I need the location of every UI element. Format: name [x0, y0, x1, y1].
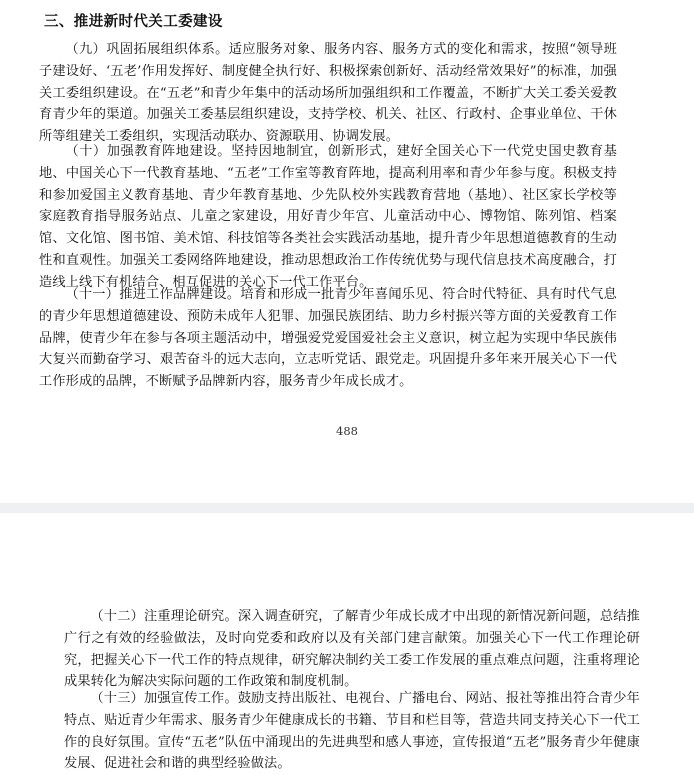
paragraph-11: （十一）推进工作品牌建设。培育和形成一批青少年喜闻乐见、符合时代特征、具有时代气息的青少年思想道德建设、预防未成年人犯罪、加强民族团结、助力乡村振兴等方面的关爱教育工作品牌，使青少年在参与各项主题活动中，增强爱党爱国爱社会主义意识，树立起为实现中华民族伟大复兴而勤奋学习、艰苦奋斗的远大志向，立志听党话、跟党走。巩固提升多年来开展关心下一代工作形成的品牌，不断赋予品牌新内容，服务青少年成长成才。	[39, 287, 617, 390]
paragraph-13: （十三）加强宣传工作。鼓励支持出版社、电视台、广播电台、网站、报社等推出符合青少年特点、贴近青少年需求、服务青少年健康成长的书籍、节目和栏目等，营造共同支持关心下一代工作的良好氛围。宣传“五老”队伍中涌现出的先进典型和感人事迹，宣传报道“五老”服务青少年健康发展、促进社会和谐的典型经验做法。	[64, 691, 640, 772]
document-page-next	[0, 513, 694, 772]
paragraph-9: （九）巩固拓展组织体系。适应服务对象、服务内容、服务方式的变化和需求，按照“领导班子建设好、‘五老’作用发挥好、制度健全执行好、积极探索创新好、活动经常效果好”的标准，加强关工委组织建设。在“五老”和青少年集中的活动场所加强组织和工作覆盖，不断扩大关工委关爱教育青少年的渠道。加强关工委基层组织建设，支持学校、机关、社区、行政村、企事业单位、干休所等组建关工委组织，实现活动联办、资源联用、协调发展。	[39, 42, 617, 145]
section-heading: 三、推进新时代关工委建设	[44, 14, 223, 30]
paragraph-10: （十）加强教育阵地建设。坚持因地制宜，创新形式，建好全国关心下一代党史国史教育基地、中国关心下一代教育基地、“五老”工作室等教育阵地，提高利用率和青少年参与度。积极支持和参加爱国主义教育基地、青少年教育基地、少先队校外实践教育营地（基地）、社区家长学校等家庭教育指导服务站点、儿童之家建设，用好青少年宫、儿童活动中心、博物馆、陈列馆、档案馆、文化馆、图书馆、美术馆、科技馆等各类社会实践活动基地，提升青少年思想道德教育的生动性和直观性。加强关工委网络阵地建设，推动思想政治工作传统优势与现代信息技术高度融合，打造线上线下有机结合、相互促进的关心下一代工作平台。	[39, 144, 617, 290]
paragraph-12: （十二）注重理论研究。深入调查研究，了解青少年成长成才中出现的新情况新问题，总结推广行之有效的经验做法，及时向党委和政府以及有关部门建言献策。加强关心下一代工作理论研究，把握关心下一代工作的特点规律，研究解决制约关工委工作发展的重点难点问题，注重将理论成果转化为解决实际问题的工作政策和制度机制。	[64, 609, 640, 690]
page-separator	[0, 503, 694, 513]
page-number: 488	[336, 424, 358, 438]
